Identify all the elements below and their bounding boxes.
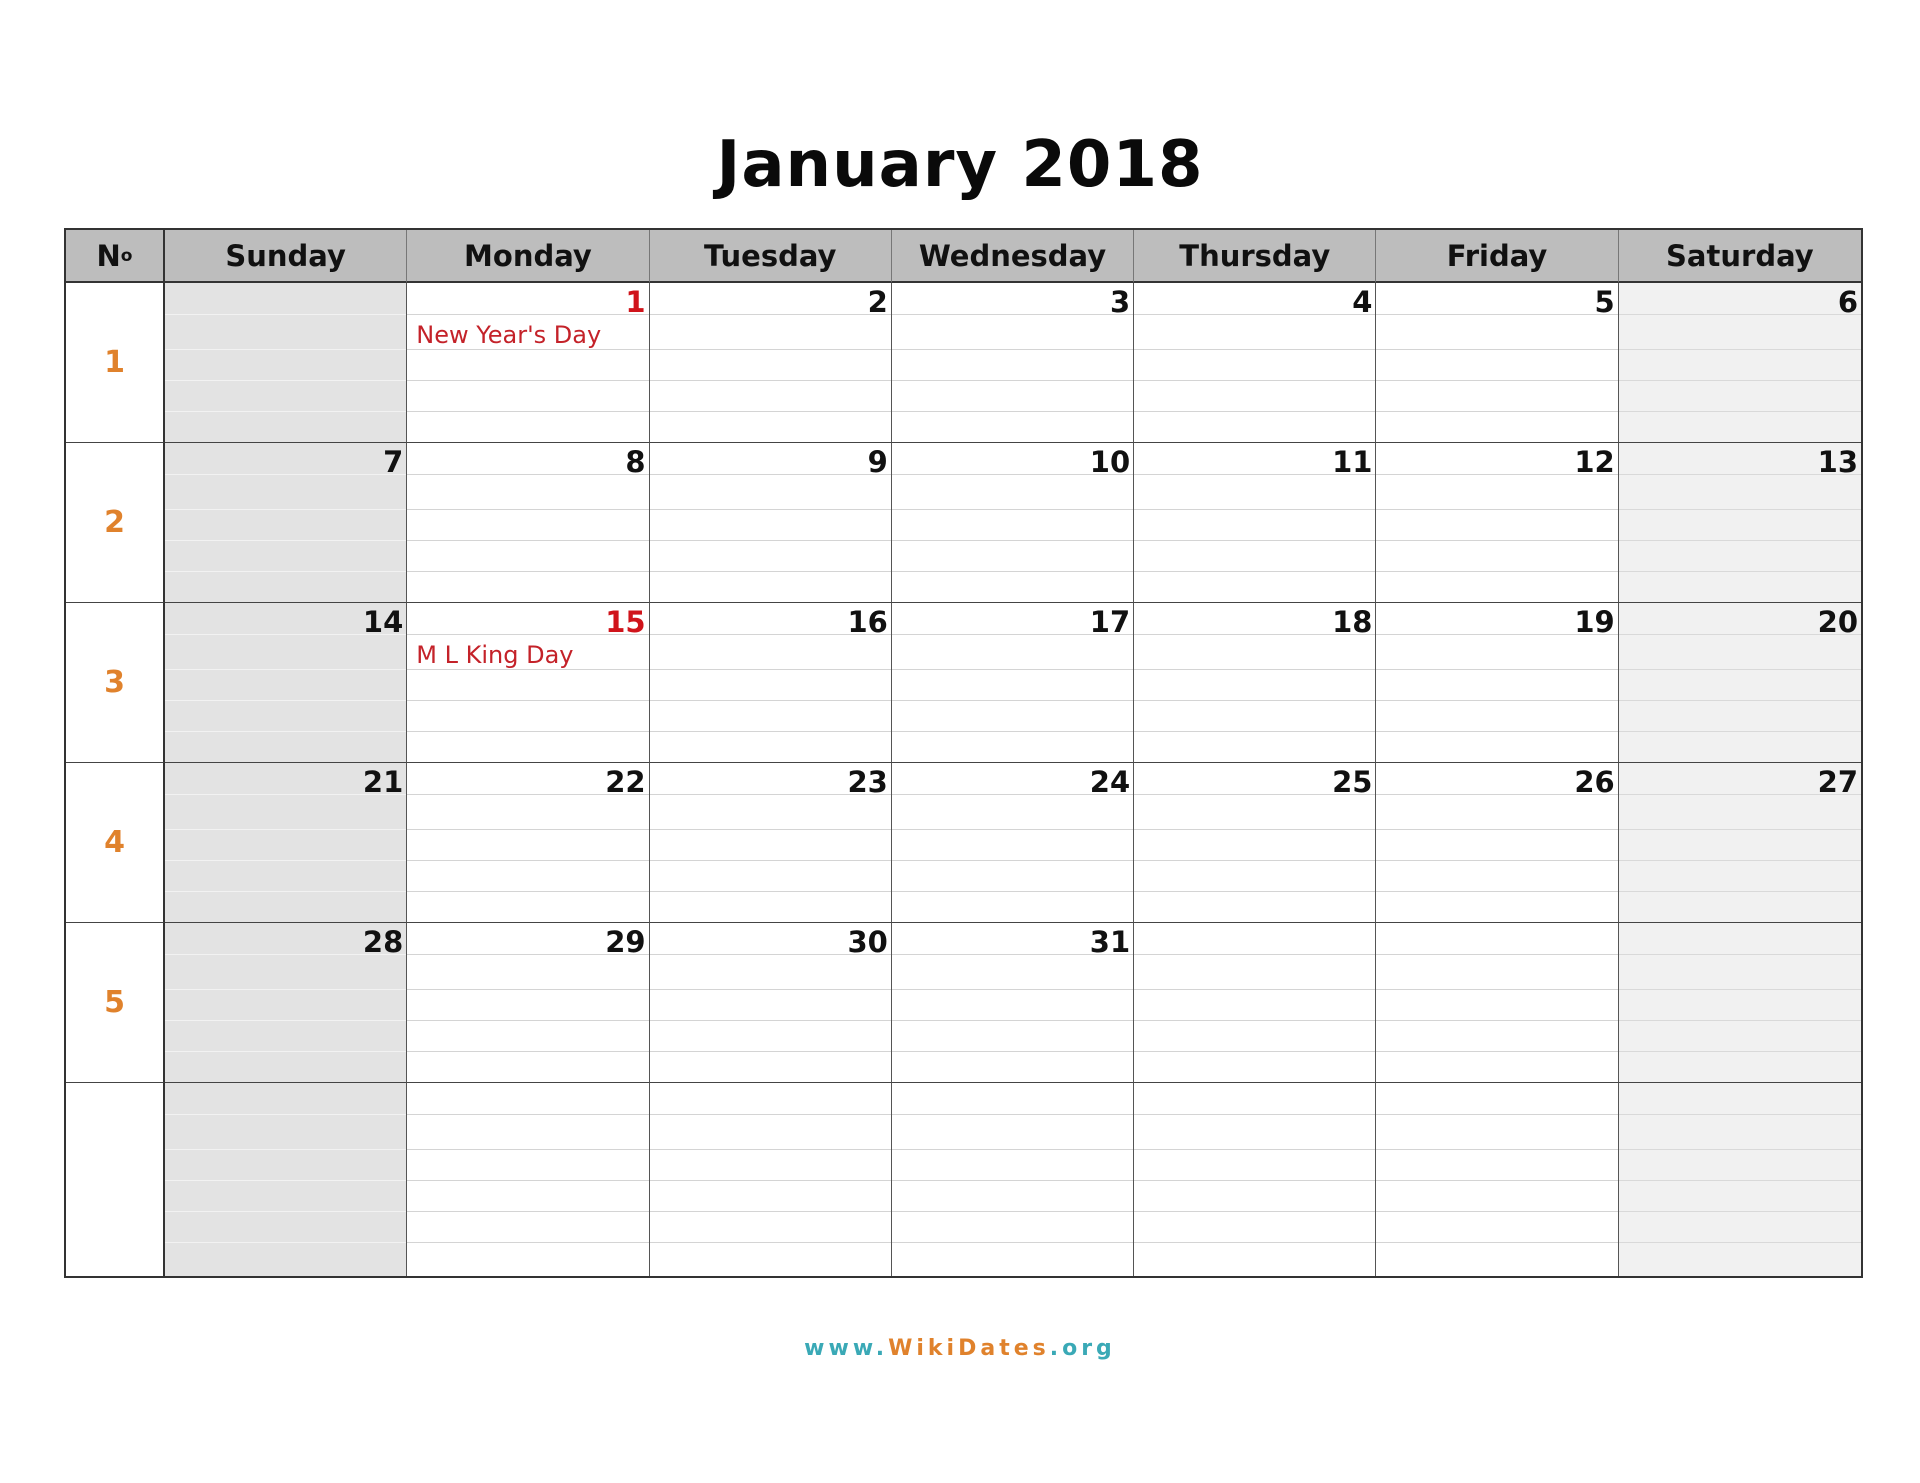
date-number: 16 xyxy=(847,605,888,639)
date-number: 5 xyxy=(1594,285,1615,319)
day-cell[interactable] xyxy=(1134,283,1376,443)
date-number: 22 xyxy=(605,765,646,799)
date-number: 26 xyxy=(1574,765,1615,799)
header-wednesday: Wednesday xyxy=(892,230,1134,283)
week-number: 5 xyxy=(66,923,165,1083)
header-friday: Friday xyxy=(1376,230,1618,283)
header-week-number xyxy=(66,230,165,283)
date-number: 11 xyxy=(1332,445,1373,479)
day-cell[interactable] xyxy=(1376,923,1618,1083)
date-number: 17 xyxy=(1089,605,1131,639)
date-number: 21 xyxy=(362,765,404,799)
day-cell[interactable] xyxy=(1376,1083,1618,1276)
day-cell[interactable] xyxy=(165,283,407,443)
date-number: 18 xyxy=(1332,605,1373,639)
day-cell[interactable] xyxy=(1619,283,1861,443)
week-number: 3 xyxy=(66,603,165,763)
date-number: 2 xyxy=(867,285,888,319)
day-cell[interactable] xyxy=(650,1083,892,1276)
week-number: 4 xyxy=(66,763,165,923)
day-cell[interactable] xyxy=(650,603,892,763)
day-cell[interactable] xyxy=(407,283,649,443)
day-cell[interactable] xyxy=(1619,763,1861,923)
date-number: 31 xyxy=(1089,925,1131,959)
day-cell[interactable] xyxy=(1619,923,1861,1083)
day-cell[interactable] xyxy=(650,283,892,443)
day-cell[interactable] xyxy=(650,443,892,603)
day-cell[interactable] xyxy=(1134,603,1376,763)
day-cell[interactable] xyxy=(165,443,407,603)
header-thursday: Thursday xyxy=(1134,230,1376,283)
calendar-grid xyxy=(64,228,1863,1278)
footer-brand: WikiDates xyxy=(888,1336,1050,1361)
day-cell[interactable] xyxy=(1376,283,1618,443)
header-saturday: Saturday xyxy=(1619,230,1861,283)
day-cell[interactable] xyxy=(165,923,407,1083)
date-number: 4 xyxy=(1352,285,1373,319)
day-cell[interactable] xyxy=(892,923,1134,1083)
day-cell[interactable] xyxy=(407,1083,649,1276)
date-number: 23 xyxy=(847,765,888,799)
date-number: 13 xyxy=(1817,445,1858,479)
day-cell[interactable] xyxy=(650,763,892,923)
day-cell[interactable] xyxy=(892,1083,1134,1276)
day-cell[interactable] xyxy=(1134,443,1376,603)
date-number: 3 xyxy=(1109,285,1131,319)
day-cell[interactable] xyxy=(650,923,892,1083)
holiday-event-label: M L King Day xyxy=(416,641,574,669)
day-cell[interactable] xyxy=(1134,923,1376,1083)
header-tuesday: Tuesday xyxy=(650,230,892,283)
day-cell[interactable] xyxy=(165,1083,407,1276)
footer-website[interactable] xyxy=(0,1336,1920,1361)
week-number xyxy=(66,1083,165,1276)
date-number: 27 xyxy=(1817,765,1858,799)
date-number: 30 xyxy=(847,925,888,959)
date-number: 14 xyxy=(362,605,404,639)
calendar-title: January 2018 xyxy=(716,128,1204,202)
footer-tld: .org xyxy=(1049,1336,1116,1361)
holiday-date-number: 15 xyxy=(605,605,646,639)
date-number: 20 xyxy=(1817,605,1858,639)
week-number: 1 xyxy=(66,283,165,443)
day-cell[interactable] xyxy=(1376,603,1618,763)
day-cell[interactable] xyxy=(1619,1083,1861,1276)
footer-www: www. xyxy=(804,1336,889,1361)
date-number: 9 xyxy=(867,445,888,479)
holiday-date-number: 1 xyxy=(625,285,646,319)
day-cell[interactable] xyxy=(892,443,1134,603)
week-number: 2 xyxy=(66,443,165,603)
day-cell[interactable] xyxy=(1134,763,1376,923)
day-cell[interactable] xyxy=(407,603,649,763)
day-cell[interactable] xyxy=(407,763,649,923)
date-number: 19 xyxy=(1574,605,1615,639)
day-cell[interactable] xyxy=(407,443,649,603)
day-cell[interactable] xyxy=(1619,443,1861,603)
week-number-label: N xyxy=(96,238,121,273)
day-cell[interactable] xyxy=(1376,763,1618,923)
date-number: 25 xyxy=(1332,765,1373,799)
day-cell[interactable] xyxy=(892,763,1134,923)
day-cell[interactable] xyxy=(1619,603,1861,763)
day-cell[interactable] xyxy=(892,603,1134,763)
header-sunday: Sunday xyxy=(165,230,407,283)
header-monday: Monday xyxy=(407,230,649,283)
date-number: 7 xyxy=(383,445,404,479)
day-cell[interactable] xyxy=(165,763,407,923)
week-number-superscript: o xyxy=(120,245,133,266)
day-cell[interactable] xyxy=(165,603,407,763)
holiday-event-label: New Year's Day xyxy=(416,321,602,349)
day-cell[interactable] xyxy=(1134,1083,1376,1276)
day-cell[interactable] xyxy=(1376,443,1618,603)
day-cell[interactable] xyxy=(407,923,649,1083)
day-cell[interactable] xyxy=(892,283,1134,443)
date-number: 8 xyxy=(625,445,646,479)
date-number: 28 xyxy=(362,925,404,959)
date-number: 12 xyxy=(1574,445,1615,479)
date-number: 10 xyxy=(1089,445,1131,479)
date-number: 6 xyxy=(1837,285,1858,319)
date-number: 29 xyxy=(605,925,646,959)
date-number: 24 xyxy=(1089,765,1131,799)
